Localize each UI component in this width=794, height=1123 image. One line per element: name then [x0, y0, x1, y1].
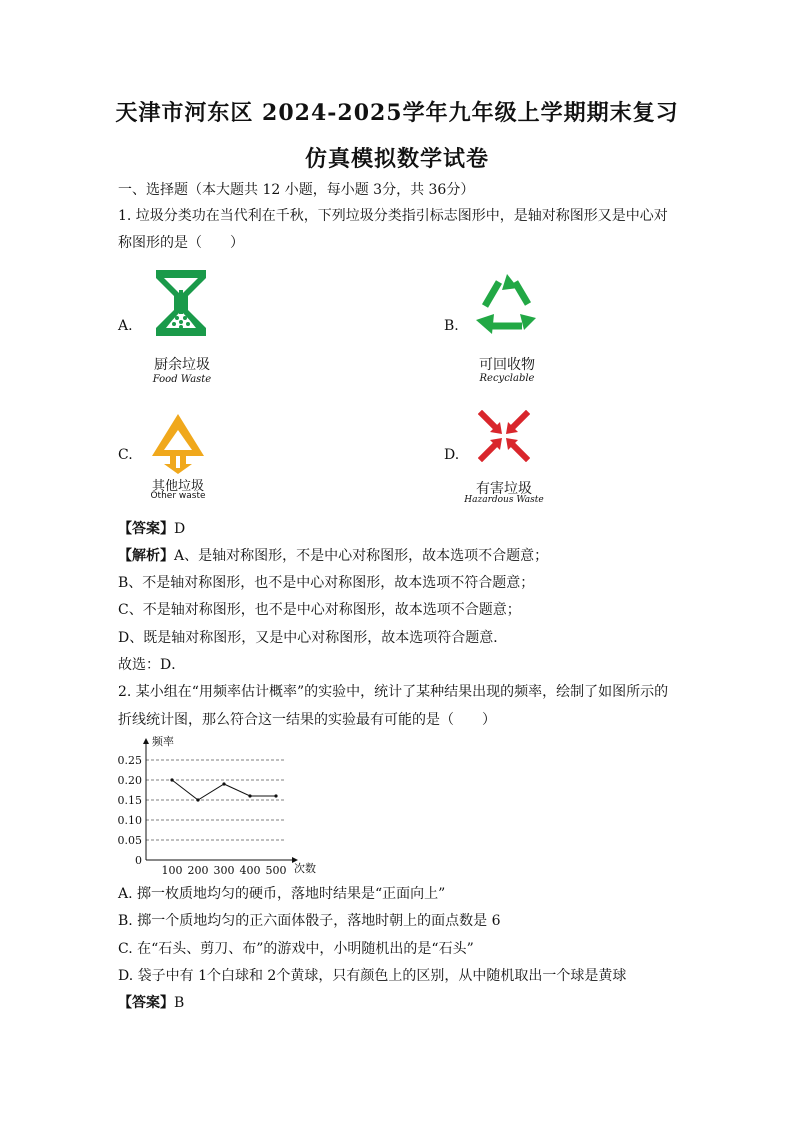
q1-option-a-caption-en: Food Waste	[152, 374, 212, 385]
q2-stem-line1: 2. 某小组在“用频率估计概率”的实验中，统计了某种结果出现的频率，绘制了如图所示的	[118, 684, 669, 700]
data-point	[274, 794, 277, 797]
recycle-icon	[472, 272, 542, 338]
q2-stem-line2: 折线统计图，那么符合这一结果的实验最有可能的是（ ）	[118, 712, 496, 728]
q1-option-d-letter: D.	[444, 447, 460, 463]
q1-analysis-line1: 【解析】A、是轴对称图形，不是中心对称图形，故本选项不合题意；	[118, 548, 549, 564]
x-tick-label: 300	[213, 864, 235, 877]
q1-analysis-line5: 故选：D．	[118, 657, 186, 673]
food-waste-icon	[152, 268, 210, 338]
x-tick-label: 500	[265, 864, 287, 877]
other-waste-icon	[150, 412, 206, 476]
q1-option-b-letter: B.	[444, 318, 459, 334]
q1-option-d-caption: 有害垃圾	[476, 481, 532, 497]
chart-y-ticks	[118, 754, 143, 867]
chart-y-label: 频率	[152, 735, 174, 748]
q1-analysis-line2: B、不是轴对称图形，也不是中心对称图形，故本选项不符合题意；	[118, 575, 535, 591]
q1-option-b-caption-en: Recyclable	[479, 373, 535, 384]
data-point	[196, 798, 199, 801]
chart-series	[170, 778, 277, 801]
q1-option-c-caption: 其他垃圾	[151, 479, 204, 494]
frequency-line-chart	[114, 734, 334, 880]
chart-x-label: 次数	[294, 862, 316, 875]
y-axis-arrow	[143, 738, 149, 744]
y-tick-label: 0	[135, 854, 142, 867]
chart-gridlines	[146, 760, 286, 840]
q1-option-c-letter: C.	[118, 447, 133, 463]
y-tick-label: 0.20	[117, 774, 142, 787]
data-point	[222, 782, 225, 785]
q1-analysis-line4: D、既是轴对称图形，又是中心对称图形，故本选项符合题意．	[118, 630, 508, 646]
x-tick-label: 200	[187, 864, 209, 877]
page-subtitle: 仿真模拟数学试卷	[304, 146, 489, 172]
chart-x-ticks	[162, 864, 287, 877]
q1-option-b-caption: 可回收物	[479, 357, 535, 373]
page-title: 天津市河东区 2024-2025学年九年级上学期期末复习	[115, 100, 679, 126]
q1-option-d-caption-en: Hazardous Waste	[464, 495, 544, 505]
q2-option-b: B. 掷一个质地均匀的正六面体骰子，落地时朝上的面点数是 6	[118, 913, 501, 929]
q1-option-a-caption: 厨余垃圾	[154, 357, 210, 373]
y-tick-label: 0.05	[117, 834, 142, 847]
q1-answer: 【答案】D	[118, 521, 186, 537]
q2-option-a: A. 掷一枚质地均匀的硬币，落地时结果是“正面向上”	[118, 886, 446, 902]
y-tick-label: 0.15	[117, 794, 142, 807]
q1-option-c-caption-en: Other waste	[150, 491, 206, 501]
q1-stem-line2: 称图形的是（ ）	[118, 235, 244, 251]
hazardous-waste-icon	[478, 410, 530, 462]
data-point	[170, 778, 173, 781]
section-heading: 一、选择题（本大题共 12 小题，每小题 3分，共 36分）	[118, 182, 475, 198]
q2-option-d: D. 袋子中有 1个白球和 2个黄球，只有颜色上的区别，从中随机取出一个球是黄球	[118, 968, 627, 984]
q1-analysis-line3: C、不是轴对称图形，也不是中心对称图形，故本选项不合题意；	[118, 602, 521, 618]
q1-stem-line1: 1. 垃圾分类功在当代利在千秋，下列垃圾分类指引标志图形中，是轴对称图形又是中心对	[118, 208, 668, 224]
q2-answer: 【答案】B	[118, 995, 185, 1011]
q2-option-c: C. 在“石头、剪刀、布”的游戏中，小明随机出的是“石头”	[118, 941, 474, 957]
x-tick-label: 400	[239, 864, 261, 877]
chart-axes	[143, 738, 298, 863]
x-tick-label: 100	[161, 864, 183, 877]
y-tick-label: 0.10	[117, 814, 142, 827]
q1-option-a-letter: A.	[118, 318, 133, 334]
data-point	[248, 794, 251, 797]
y-tick-label: 0.25	[117, 754, 142, 767]
